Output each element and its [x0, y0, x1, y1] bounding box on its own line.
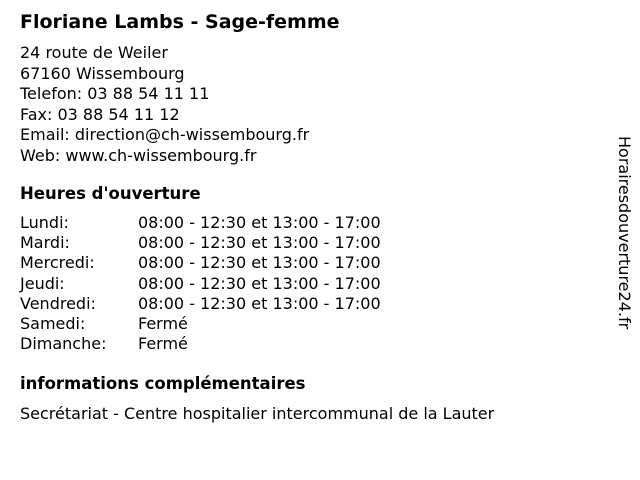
hours-value: 08:00 - 12:30 et 13:00 - 17:00	[138, 293, 381, 313]
info-heading: informations complémentaires	[20, 374, 306, 393]
hours-row-sunday	[20, 334, 381, 354]
day-label: Mercredi:	[20, 253, 95, 273]
hours-value: Fermé	[138, 334, 188, 354]
hours-heading: Heures d'ouverture	[20, 184, 201, 203]
address-city: 67160 Wissembourg	[20, 63, 185, 83]
hours-row-friday	[20, 294, 381, 314]
web-line: Web: www.ch-wissembourg.fr	[20, 145, 257, 165]
hours-row-wednesday	[20, 253, 381, 273]
brand-watermark: Horairesdouverture24.fr	[615, 136, 634, 330]
contact-block	[20, 43, 309, 166]
address-street: 24 route de Weiler	[20, 43, 168, 62]
page-title: Floriane Lambs - Sage-femme	[20, 11, 340, 33]
day-label: Lundi:	[20, 213, 69, 232]
hours-value: 08:00 - 12:30 et 13:00 - 17:00	[138, 273, 381, 293]
hours-value: 08:00 - 12:30 et 13:00 - 17:00	[138, 213, 381, 232]
day-label: Samedi:	[20, 314, 86, 334]
day-label: Jeudi:	[20, 273, 65, 293]
hours-value: 08:00 - 12:30 et 13:00 - 17:00	[138, 233, 381, 253]
hours-row-saturday	[20, 314, 381, 334]
day-label: Dimanche:	[20, 334, 107, 354]
hours-row-tuesday	[20, 233, 381, 253]
fax-line: Fax: 03 88 54 11 12	[20, 104, 180, 124]
hours-table	[20, 213, 381, 354]
hours-row-thursday	[20, 274, 381, 294]
day-label: Mardi:	[20, 233, 70, 253]
info-text: Secrétariat - Centre hospitalier intercommunal de la Lauter	[20, 404, 495, 423]
hours-value: 08:00 - 12:30 et 13:00 - 17:00	[138, 253, 381, 273]
phone-line: Telefon: 03 88 54 11 11	[20, 84, 210, 103]
email-line: Email: direction@ch-wissembourg.fr	[20, 125, 310, 144]
hours-row-monday	[20, 213, 381, 233]
hours-value: Fermé	[138, 314, 188, 334]
day-label: Vendredi:	[20, 293, 96, 313]
